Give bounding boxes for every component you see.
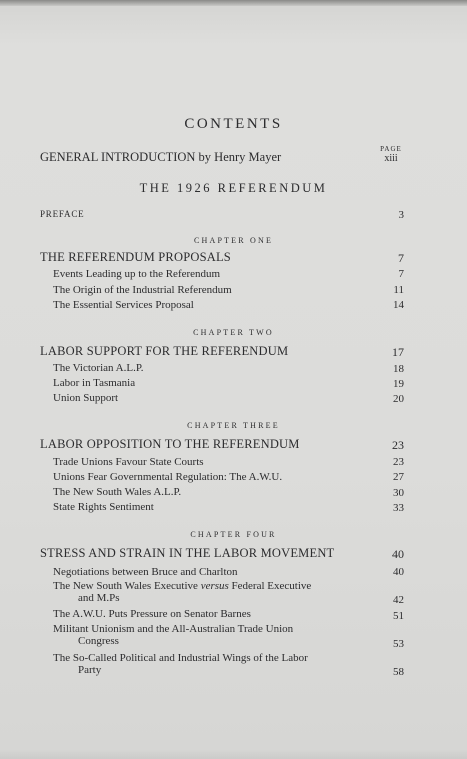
section-label-part: The New South Wales Executive bbox=[53, 580, 201, 592]
general-intro-entry: GENERAL INTRODUCTION by Henry Mayer bbox=[40, 150, 282, 164]
chapter-title: THE REFERENDUM PROPOSALS bbox=[40, 250, 231, 264]
page-bottom-shade bbox=[0, 749, 467, 759]
section-page: 11 bbox=[393, 284, 404, 296]
preface-page: 3 bbox=[398, 209, 404, 221]
section-entry: Union Support bbox=[53, 392, 119, 404]
chapter-title: STRESS AND STRAIN IN THE LABOR MOVEMENT bbox=[40, 546, 335, 560]
section-entry-multiline bbox=[53, 623, 365, 647]
chapter-label: CHAPTER THREE bbox=[187, 421, 280, 430]
page-column-label: PAGE bbox=[380, 145, 402, 153]
section-entry: The Victorian A.L.P. bbox=[53, 362, 144, 374]
section-label-part: Federal Executive bbox=[228, 580, 312, 592]
chapter-title: LABOR SUPPORT FOR THE REFERENDUM bbox=[40, 344, 289, 358]
preface-entry: PREFACE bbox=[40, 209, 85, 219]
section-page: 19 bbox=[393, 378, 404, 390]
contents-heading: CONTENTS bbox=[184, 116, 283, 132]
section-entry: The Essential Services Proposal bbox=[53, 299, 194, 311]
section-label-part: Militant Unionism and the All-Australian Trade Union bbox=[53, 623, 294, 635]
chapter-page: 23 bbox=[392, 438, 404, 452]
section-entry: State Rights Sentiment bbox=[53, 501, 154, 513]
general-intro-page: xiii bbox=[384, 153, 398, 164]
chapter-label: CHAPTER ONE bbox=[193, 236, 274, 245]
section-entry: The Origin of the Industrial Referendum bbox=[53, 284, 232, 296]
section-entry-multiline bbox=[53, 652, 365, 676]
section-page: 30 bbox=[393, 487, 404, 499]
part-title: THE 1926 REFERENDUM bbox=[139, 181, 328, 195]
section-page: 33 bbox=[393, 502, 404, 514]
chapter-title: LABOR OPPOSITION TO THE REFERENDUM bbox=[40, 437, 300, 451]
page-top-edge bbox=[0, 0, 467, 6]
section-page: 14 bbox=[393, 299, 404, 311]
section-entry: Trade Unions Favour State Courts bbox=[53, 456, 204, 468]
section-entry: Events Leading up to the Referendum bbox=[53, 268, 221, 280]
section-entry: The New South Wales A.L.P. bbox=[53, 486, 182, 498]
chapter-page: 40 bbox=[392, 547, 404, 561]
chapter-label: CHAPTER TWO bbox=[193, 328, 274, 337]
section-page: 18 bbox=[393, 363, 404, 375]
section-page: 53 bbox=[393, 638, 404, 650]
section-entry: Unions Fear Governmental Regulation: The A.W.U. bbox=[53, 471, 283, 483]
chapter-page: 17 bbox=[392, 345, 404, 359]
section-page: 42 bbox=[393, 594, 404, 606]
section-label-continuation: Party bbox=[78, 664, 102, 676]
section-entry-multiline bbox=[53, 580, 365, 604]
chapter-label: CHAPTER FOUR bbox=[190, 530, 277, 539]
chapter-page: 7 bbox=[398, 251, 404, 265]
section-page: 58 bbox=[393, 666, 404, 678]
section-entry: Labor in Tasmania bbox=[53, 377, 136, 389]
section-label-part: The So-Called Political and Industrial Wings of the Labor bbox=[53, 652, 308, 664]
section-label-continuation: and M.Ps bbox=[78, 592, 120, 604]
section-label-continuation: Congress bbox=[78, 635, 119, 647]
section-page: 23 bbox=[393, 456, 404, 468]
section-page: 51 bbox=[393, 610, 404, 622]
section-label-emphasis: versus bbox=[200, 580, 229, 592]
section-page: 7 bbox=[398, 268, 404, 280]
section-entry: Negotiations between Bruce and Charlton bbox=[53, 566, 238, 578]
section-page: 20 bbox=[393, 393, 404, 405]
section-entry: The A.W.U. Puts Pressure on Senator Barnes bbox=[53, 608, 251, 620]
section-page: 40 bbox=[393, 566, 404, 578]
section-page: 27 bbox=[393, 471, 404, 483]
